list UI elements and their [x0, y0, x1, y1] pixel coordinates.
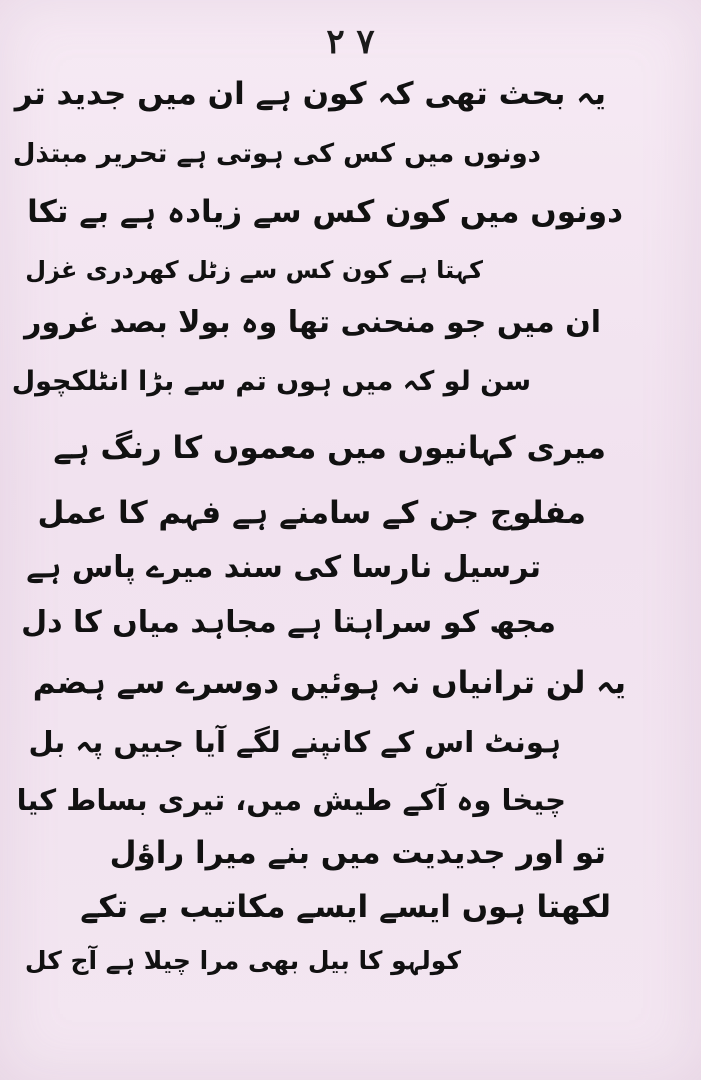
verse-line-11: یہ لن ترانیاں نہ ہوئیں دوسرے سے ہضم — [32, 665, 626, 701]
verse-line-13: چیخا وہ آکے طیش میں، تیری بساط کیا — [16, 783, 566, 817]
verse-line-7: میری کہانیوں میں معموں کا رنگ ہے — [53, 430, 606, 466]
verse-line-4: کہتا ہے کون کس سے زٹل کھردری غزل — [25, 256, 483, 284]
verse-line-3: دونوں میں کون کس سے زیادہ ہے بے تکا — [27, 194, 623, 230]
verse-line-12: ہونٹ اس کے کانپنے لگے آیا جبیں پہ بل — [28, 725, 561, 759]
verse-line-8: مفلوج جن کے سامنے ہے فہم کا عمل — [37, 495, 586, 531]
page-number: ۲ ۷ — [326, 22, 375, 62]
verse-line-14: تو اور جدیدیت میں بنے میرا راؤل — [109, 835, 606, 871]
verse-line-5: ان میں جو منحنی تھا وہ بولا بصد غرور — [24, 305, 601, 340]
verse-line-1: یہ بحث تھی کہ کون ہے ان میں جدید تر — [14, 76, 606, 112]
verse-line-6: سن لو کہ میں ہوں تم سے بڑا انٹلکچول — [11, 366, 531, 397]
verse-line-15: لکھتا ہوں ایسے ایسے مکاتیب بے تکے — [80, 889, 611, 925]
verse-line-2: دونوں میں کس کی ہوتی ہے تحریر مبتذل — [12, 139, 541, 169]
verse-line-10: مجھ کو سراہتا ہے مجاہد میاں کا دل — [21, 605, 556, 640]
verse-line-16: کولہو کا بیل بھی مرا چیلا ہے آج کل — [24, 946, 461, 975]
verse-line-9: ترسیل نارسا کی سند میرے پاس ہے — [26, 550, 541, 585]
